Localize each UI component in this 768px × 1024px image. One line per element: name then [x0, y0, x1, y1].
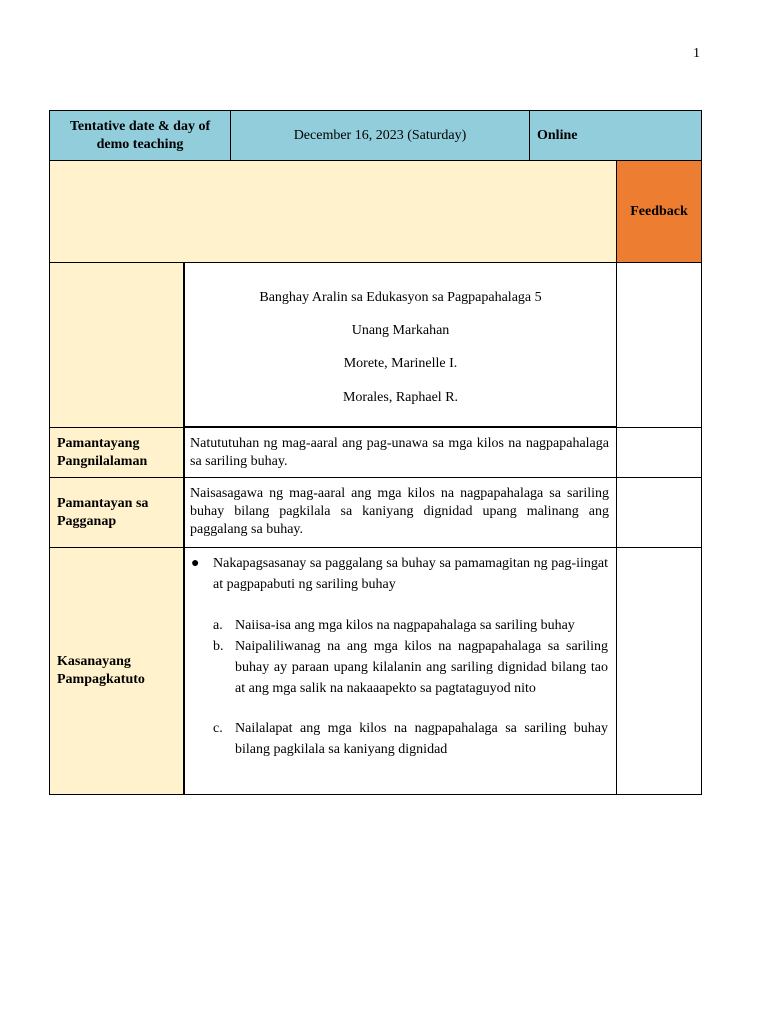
page-number: 1 — [693, 46, 700, 61]
competency-bullet-text: Nakapagsasanay sa paggalang sa buhay sa pamamagitan ng pag-iingat at pagpapabuti ng sariling buhay — [213, 556, 608, 592]
item-marker: a. — [213, 618, 223, 633]
quarter-label: Unang Markahan — [351, 323, 450, 338]
content-standard-text-cell — [184, 427, 617, 478]
item-text: Naiisa-isa ang mga kilos na nagpapahalaga sa sariling buhay — [235, 618, 575, 633]
content-standard-feedback-cell — [616, 427, 702, 478]
item-text: Naipaliliwanag na ang mga kilos na nagpapahalaga sa sariling buhay ay paraan upang kilalanin ang sariling dignidad bilang tao at ang mga salik na nakaaapekto sa pagtataguyod nito — [235, 639, 608, 696]
mode-value: Online — [537, 127, 578, 143]
mode-cell — [529, 110, 702, 161]
performance-standard-feedback-cell — [616, 477, 702, 548]
item-marker: b. — [213, 639, 224, 654]
competency-bullet — [191, 553, 608, 595]
competency-item-b — [213, 636, 608, 699]
lesson-plan-title: Banghay Aralin sa Edukasyon sa Pagpapahalaga 5 — [259, 290, 542, 305]
date-label: Tentative date & day of demo teaching — [69, 118, 211, 152]
competency-label: Kasanayang Pampagkatuto — [57, 654, 145, 687]
competency-item-c — [213, 718, 608, 760]
title-label-cell — [49, 262, 185, 428]
performance-standard-label-cell — [49, 477, 185, 548]
title-feedback-cell — [616, 262, 702, 428]
date-label-cell — [49, 110, 231, 161]
competency-item-a — [213, 615, 608, 636]
feedback-label: Feedback — [630, 203, 688, 219]
banner-cell — [49, 160, 617, 263]
author-2: Morales, Raphael R. — [342, 390, 459, 405]
author-1: Morete, Marinelle I. — [343, 356, 458, 371]
feedback-header-cell — [616, 160, 702, 263]
performance-standard-text-cell — [184, 477, 617, 548]
competency-text-cell — [184, 547, 617, 795]
item-marker: c. — [213, 721, 223, 736]
item-text: Nailalapat ang mga kilos na nagpapahalaga sa sariling buhay bilang pagkilala sa kaniyang dignidad — [235, 721, 608, 757]
competency-label-cell — [49, 547, 185, 795]
performance-standard-text: Naisasagawa ng mag-aaral ang mga kilos na nagpapahalaga sa sariling buhay bilang pagkilala sa kaniyang dignidad upang malinang ang paggalang sa buhay. — [190, 486, 609, 537]
bullet-dot-icon: ● — [191, 556, 200, 571]
competency-feedback-cell — [616, 547, 702, 795]
content-standard-label: Pamantayang Pangnilalaman — [57, 435, 148, 469]
performance-standard-label: Pamantayan sa Pagganap — [57, 495, 149, 529]
date-value: December 16, 2023 (Saturday) — [293, 127, 467, 143]
title-block — [184, 262, 617, 428]
content-standard-text: Natututuhan ng mag-aaral ang pag-unawa sa mga kilos na nagpapahalaga sa sariling buhay. — [190, 436, 609, 469]
date-value-cell — [230, 110, 530, 161]
content-standard-label-cell — [49, 427, 185, 478]
